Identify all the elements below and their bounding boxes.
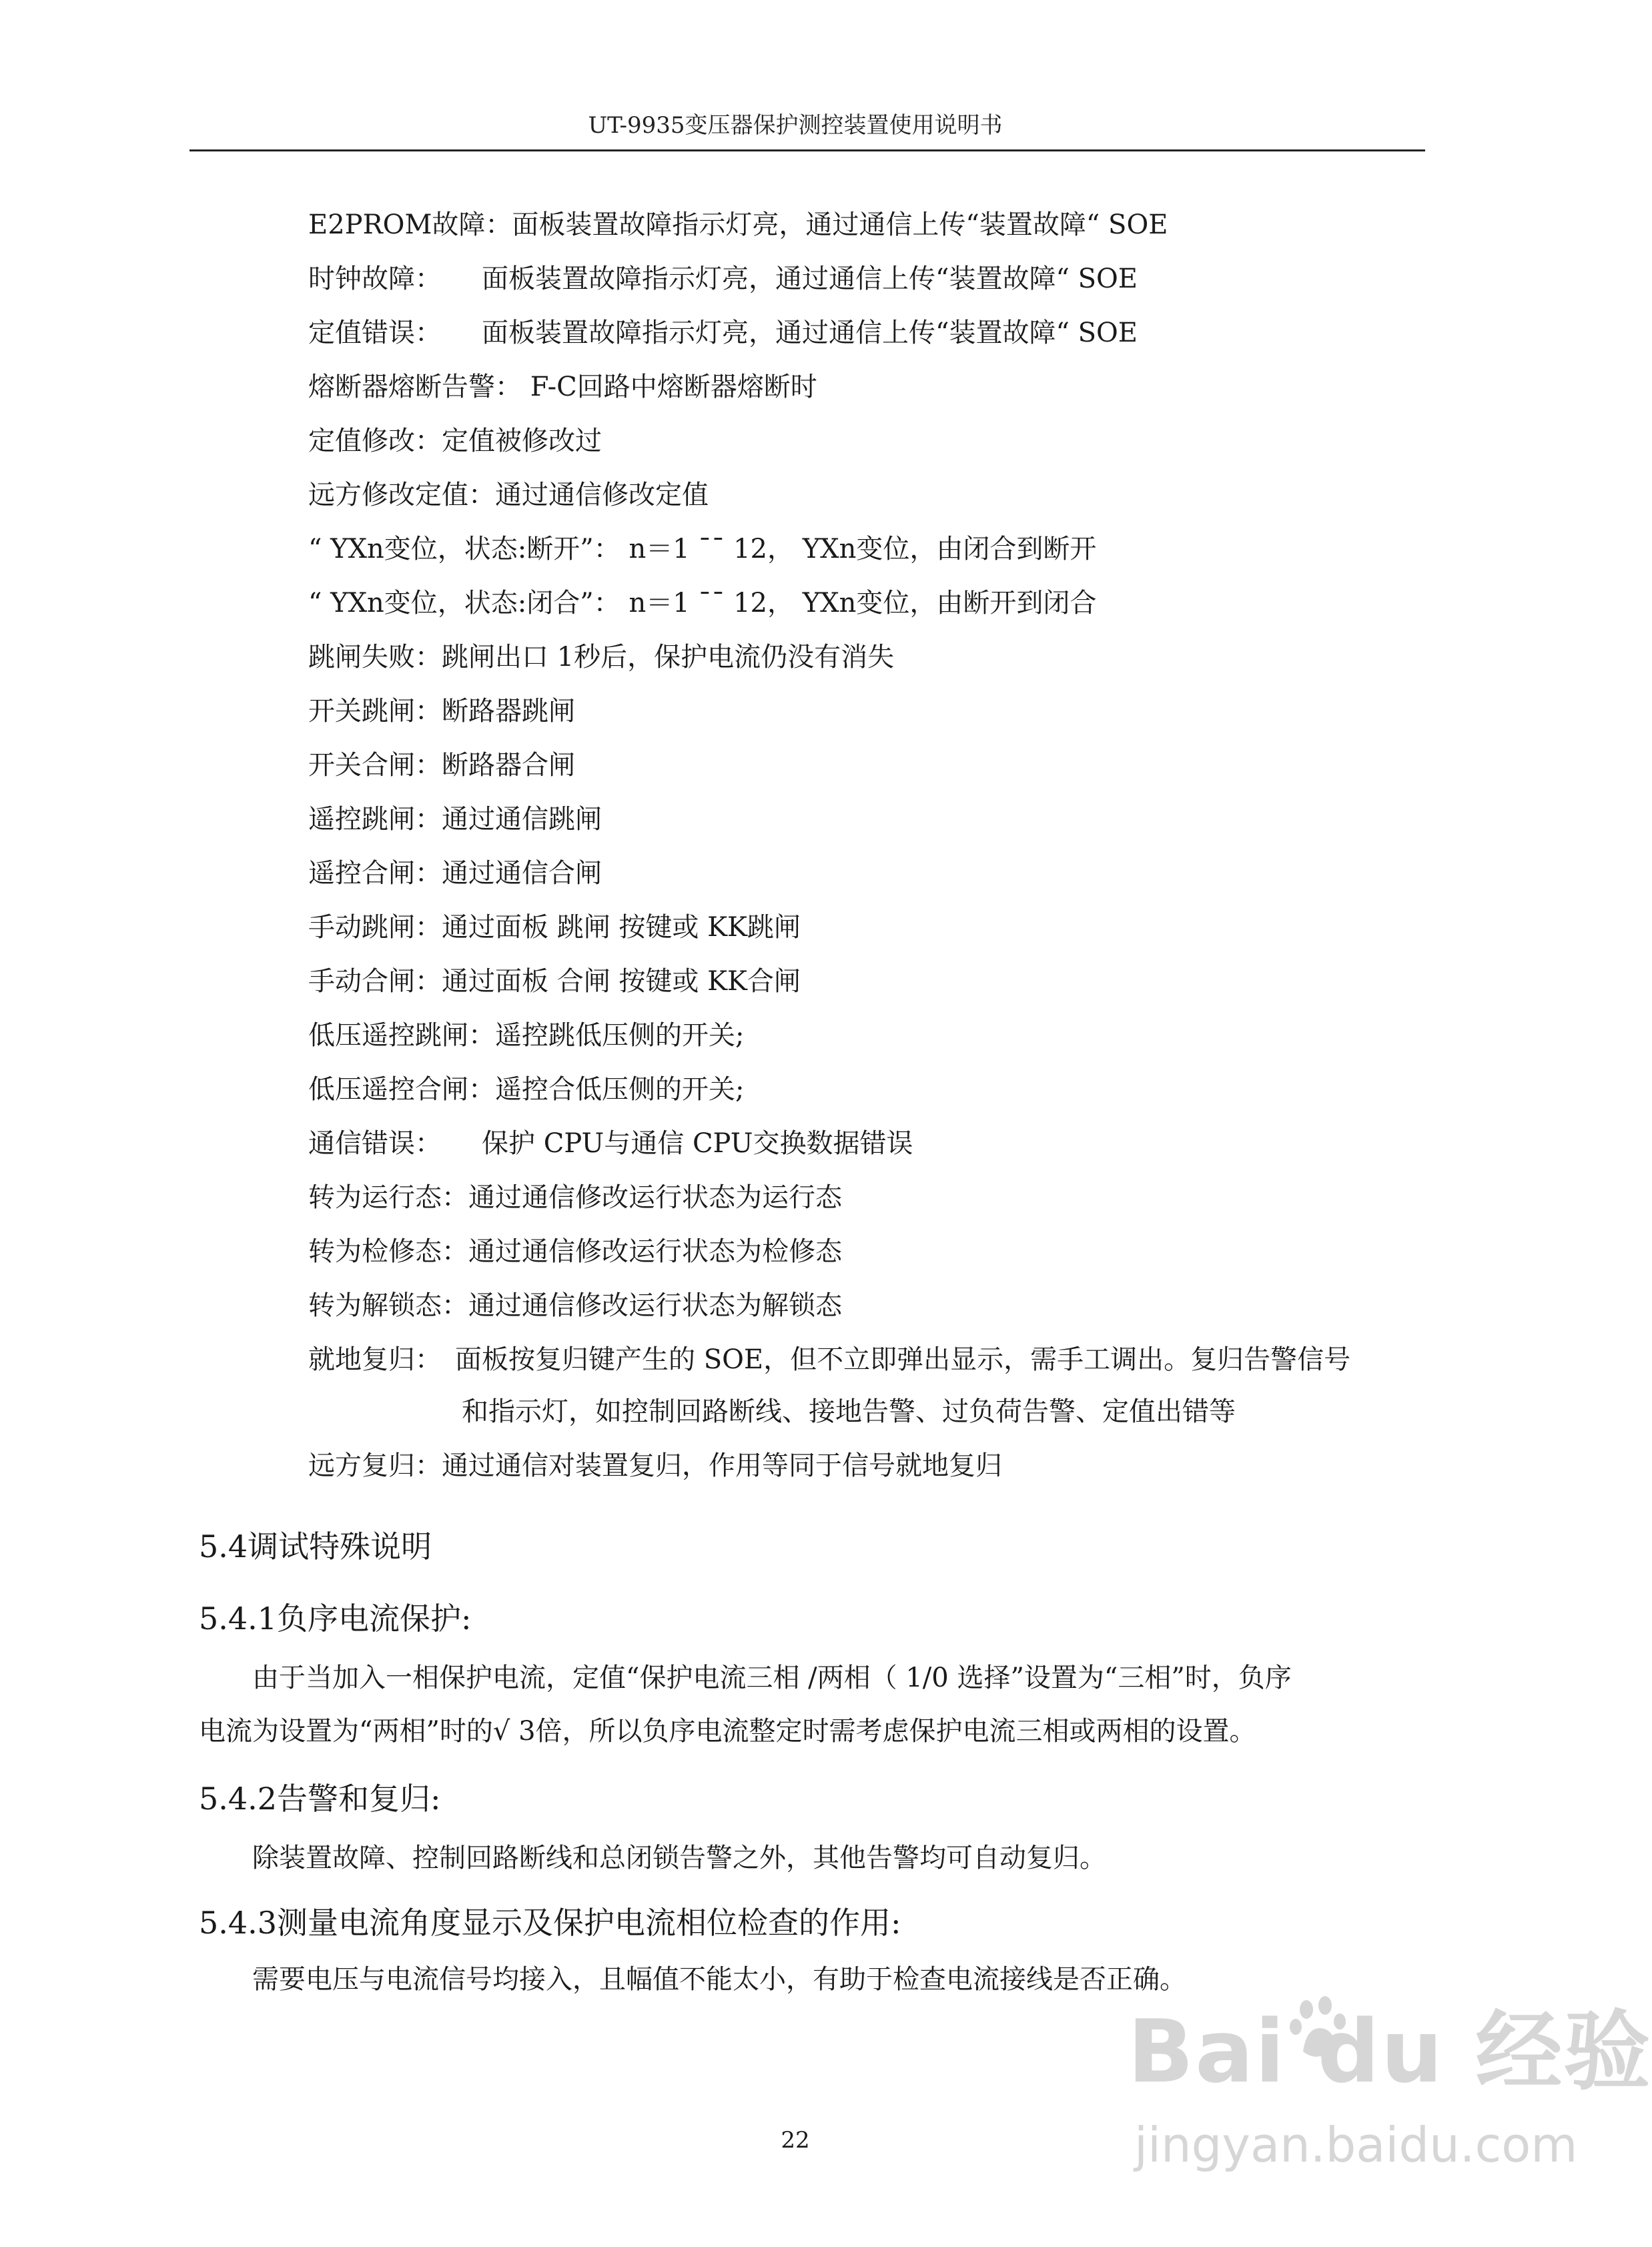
event-line: E2PROM故障：面板装置故障指示灯亮，通过通信上传“装置故障“ SOE [308, 209, 1168, 240]
event-line: 跳闸失败：跳闸出口 1秒后，保护电流仍没有消失 [308, 642, 895, 672]
subsection-heading: 5.4.3测量电流角度显示及保护电流相位检查的作用: [199, 1905, 901, 1941]
event-line: 就地复归： 面板按复归键产生的 SOE，但不立即弹出显示，需手工调出。复归告警信号 [308, 1344, 1351, 1375]
body-text: 除装置故障、控制回路断线和总闭锁告警之外，其他告警均可自动复归。 [252, 1843, 1106, 1873]
body-text: 需要电压与电流信号均接入，且幅值不能太小，有助于检查电流接线是否正确。 [252, 1964, 1186, 1995]
event-line: 低压遥控合闸：遥控合低压侧的开关; [308, 1074, 745, 1105]
page-number: 22 [781, 2127, 810, 2154]
event-line-continuation: 和指示灯，如控制回路断线、接地告警、过负荷告警、定值出错等 [462, 1396, 1236, 1427]
event-line: 手动跳闸：通过面板 跳闸 按键或 KK跳闸 [308, 912, 801, 943]
event-line: 时钟故障： 面板装置故障指示灯亮，通过通信上传“装置故障“ SOE [308, 264, 1138, 294]
event-line: 定值修改：定值被修改过 [308, 426, 602, 456]
event-line: 低压遥控跳闸：遥控跳低压侧的开关; [308, 1020, 745, 1051]
event-line: “ YXn变位，状态:断开”： n＝1 ¯¯ 12， YXn变位，由闭合到断开 [308, 534, 1097, 564]
header-rule [189, 149, 1425, 151]
event-line: “ YXn变位，状态:闭合”： n＝1 ¯¯ 12， YXn变位，由断开到闭合 [308, 588, 1097, 618]
event-line: 开关跳闸：断路器跳闸 [308, 696, 575, 727]
baidu-jingyan-watermark [1121, 1995, 1652, 2195]
event-line: 定值错误： 面板装置故障指示灯亮，通过通信上传“装置故障“ SOE [308, 318, 1138, 348]
event-line: 远方复归：通过通信对装置复归，作用等同于信号就地复归 [308, 1450, 1002, 1481]
event-line: 转为解锁态：通过通信修改运行状态为解锁态 [308, 1290, 842, 1321]
running-header: UT-9935变压器保护测控装置使用说明书 [588, 112, 1003, 139]
section-heading: 5.4调试特殊说明 [199, 1528, 432, 1564]
event-line: 遥控合闸：通过通信合闸 [308, 858, 602, 889]
subsection-heading: 5.4.1负序电流保护: [199, 1601, 472, 1637]
body-text: 电流为设置为“两相”时的√ 3倍，所以负序电流整定时需考虑保护电流三相或两相的设置。 [199, 1716, 1256, 1747]
watermark-url: jingyan.baidu.com [1134, 2117, 1578, 2173]
body-text: 由于当加入一相保护电流，定值“保护电流三相 /两相（ 1/0 选择”设置为“三相”时，负序 [252, 1663, 1292, 1693]
event-line: 手动合闸：通过面板 合闸 按键或 KK合闸 [308, 966, 801, 997]
event-line: 熔断器熔断告警： F-C回路中熔断器熔断时 [308, 372, 817, 402]
event-line: 遥控跳闸：通过通信跳闸 [308, 804, 602, 835]
watermark-logo: Bai du 经验 [1128, 2001, 1652, 2102]
event-line: 转为检修态：通过通信修改运行状态为检修态 [308, 1236, 842, 1267]
event-line: 开关合闸：断路器合闸 [308, 750, 575, 781]
event-line: 远方修改定值：通过通信修改定值 [308, 480, 709, 510]
event-line: 转为运行态：通过通信修改运行状态为运行态 [308, 1182, 842, 1213]
event-line: 通信错误： 保护 CPU与通信 CPU交换数据错误 [308, 1128, 913, 1159]
subsection-heading: 5.4.2告警和复归: [199, 1781, 441, 1817]
